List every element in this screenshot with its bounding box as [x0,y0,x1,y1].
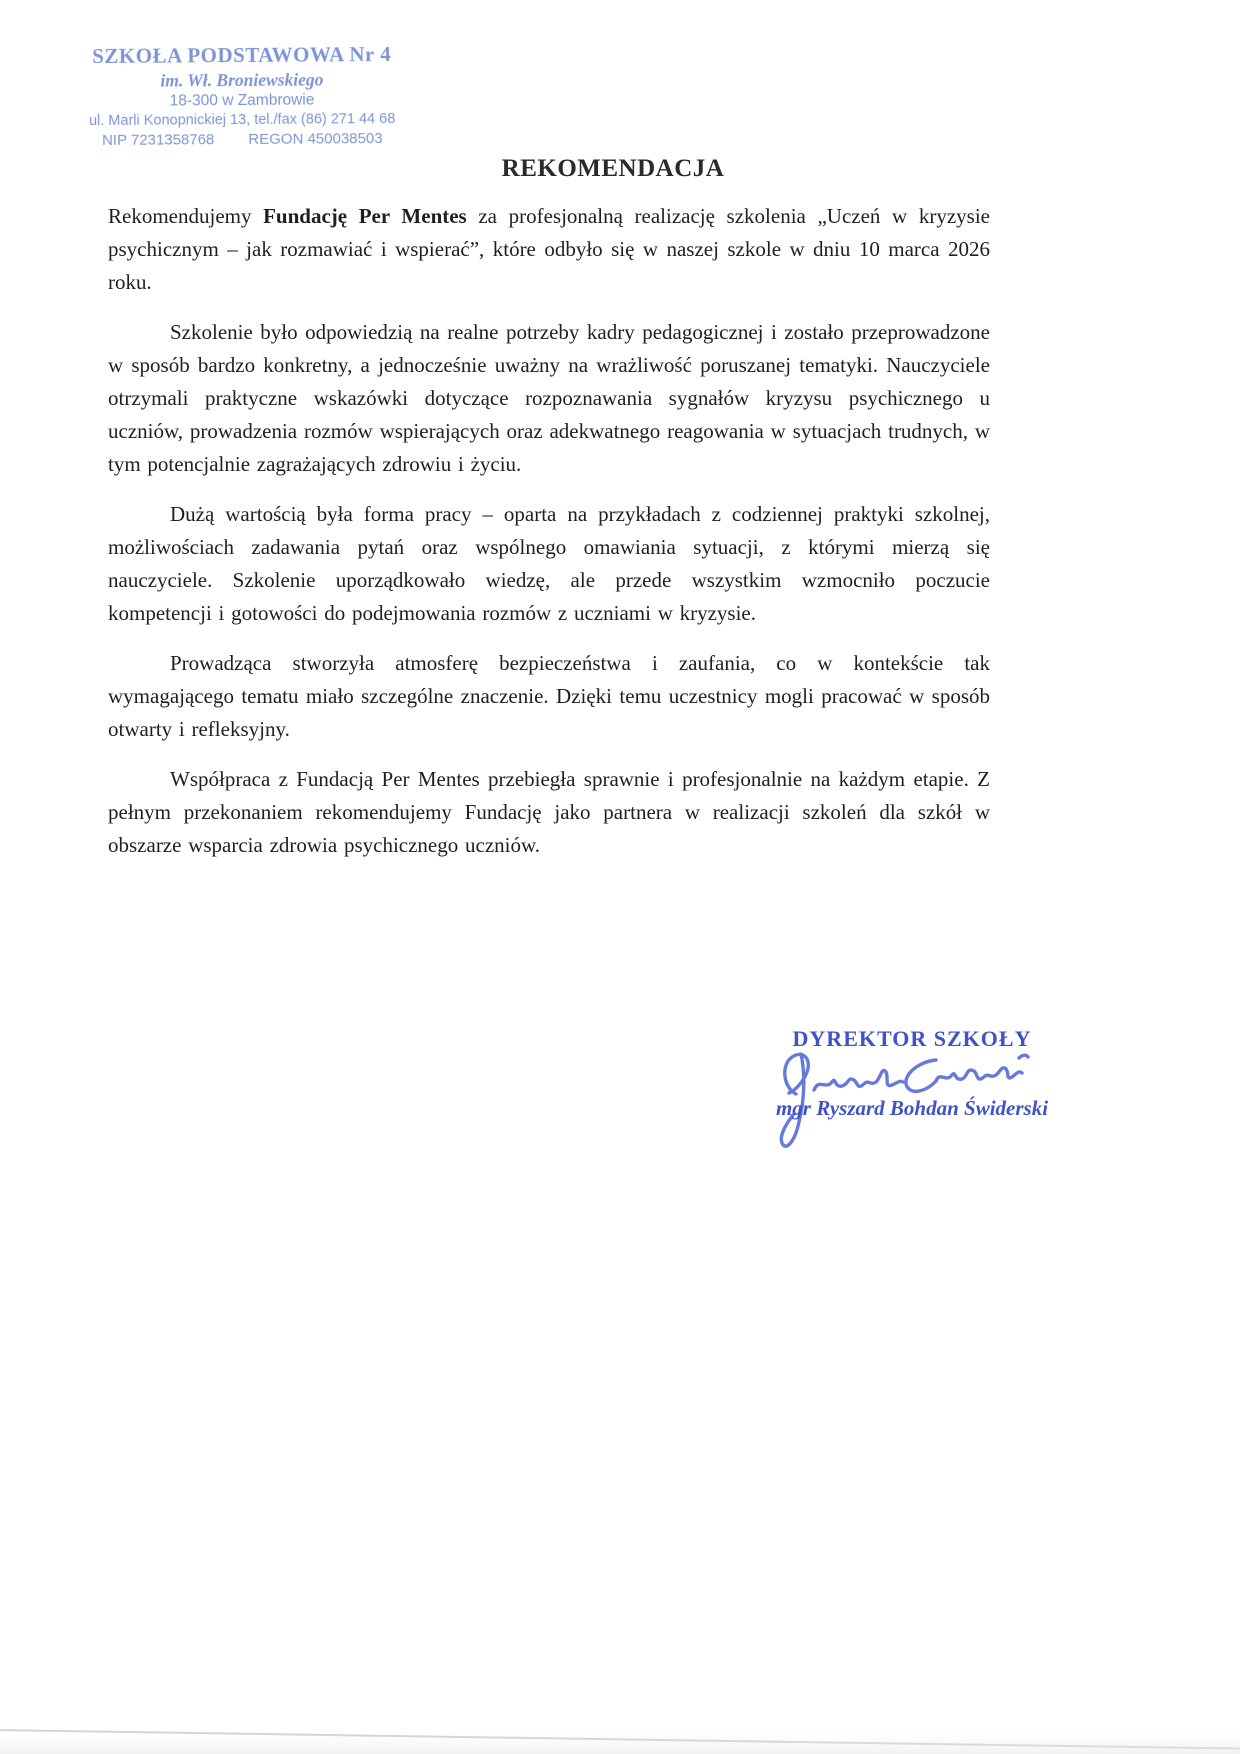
stamp-patron-line: im. Wł. Broniewskiego [160,68,324,91]
scan-bottom-shade [0,1734,1240,1754]
director-name: mgr Ryszard Bohdan Świderski [775,1096,1049,1120]
stamp-address-line: ul. Marli Konopnickiej 13, tel./fax (86) 271 44 68 [88,111,396,130]
paragraph-text: Rekomendujemy [108,204,264,228]
paragraph-training-response: Szkolenie było odpowiedzią na realne potrzeby kadry pedagogicznej i zostało przeprowadzone w sposób bardzo konkretny, a jednocześnie uważny na wrażliwość poruszanej tematyki. Nauczyciele otrzymali praktyczne wskazówki dotyczące rozpoznawania sygnałów kryzysu psychicznego u uczniów, prowadzenia rozmów wspierających oraz adekwatnego reagowania w sytuacjach trudnych, w tym potencjalnie zagrażających zdrowiu i życiu. [108,320,990,476]
stamp-city-line: 18-300 w Zambrowie [169,91,315,110]
stamp-school-name: SZKOŁA PODSTAWOWA Nr 4 [92,41,392,69]
letter-body [108,200,990,879]
director-title: DYREKTOR SZKOŁY [792,1026,1032,1051]
paragraph-recommendation [108,200,990,299]
document-title: REKOMENDACJA [501,155,725,182]
paragraph-cooperation: Współpraca z Fundacją Per Mentes przebiegła sprawnie i profesjonalnie na każdym etapie. Z pełnym przekonaniem rekomendujemy Fundację jako partnera w realizacji szkoleń dla szkół w obszarze wsparcia zdrowia psychicznego uczniów. [108,767,990,857]
stamp-regon: REGON 450038503 [248,129,383,148]
paragraph-work-form: Dużą wartością była forma pracy – oparta na przykładach z codziennej praktyki szkolnej, możliwościach zadawania pytań oraz wspólnego omawiania sytuacji, z którymi mierzą się nauczyciele. Szkolenie uporządkowało wiedzę, ale przede wszystkim wzmocniło poczucie kompetencji i gotowości do podejmowania rozmów z uczniami w kryzysie. [108,502,990,625]
paragraph-trainer-atmosphere: Prowadząca stworzyła atmosferę bezpieczeństwa i zaufania, co w kontekście tak wymagającego tematu miało szczególne znaczenie. Dzięki temu uczestnicy mogli pracować w sposób otwarty i refleksyjny. [108,651,990,741]
foundation-name-bold: Fundację Per Mentes [263,204,467,228]
paragraph-text: za profesjonalną realizację szkolenia „Uczeń w kryzysie psychicznym – jak rozmawiać i wspierać”, które odbyło się w naszej szkole w dniu 10 marca 2026 roku. [108,204,990,294]
school-stamp [88,43,397,150]
stamp-nip: NIP 7231358768 [101,130,215,149]
stamp-registry-line [88,131,396,150]
